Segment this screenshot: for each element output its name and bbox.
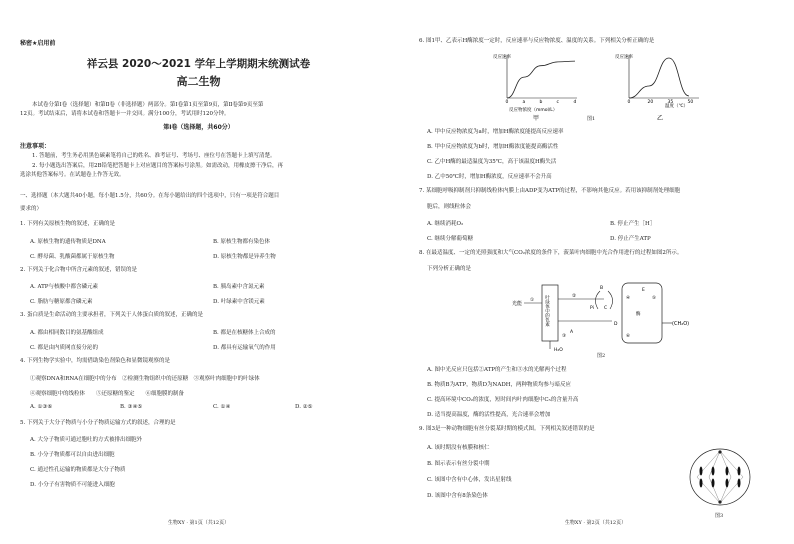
q1-option-b: B. 原核生物都有染色体	[213, 239, 271, 245]
q1-stem: 1. 下列有关原核生物的叙述，正确的是	[20, 221, 115, 227]
notice-line-1: 1. 答题前，考生务必用黑色碳素笔将自己的姓名、准考证号、考场号、座位号在答题卡上填写清楚。	[32, 153, 276, 159]
q8-stem-1: 8. 在最适温度、一定的光照强度和大气CO₂浓度的条件下，菠菜叶肉细胞中光合作用进行的过程如图2所示。	[419, 250, 683, 256]
part1-line-2: 要求的）	[20, 206, 43, 212]
axis-tick-label: 50	[687, 100, 694, 105]
fig2-cycle-left	[595, 291, 600, 309]
fig2-n1: ①	[530, 298, 535, 303]
q4-option-d: D. ②⑤	[295, 404, 313, 410]
q2-option-b: B. 胰岛素中含氮元素	[213, 284, 265, 290]
figure-2	[512, 277, 702, 357]
exam-subject: 高二生物	[176, 75, 221, 88]
fig2-n6: ⑥	[626, 334, 631, 339]
intro-line-1: 本试卷分第Ⅰ卷（选择题）和第Ⅱ卷（非选择题）两部分。第Ⅰ卷第1页至第9页，第Ⅱ卷第9页至第	[32, 102, 264, 108]
q5-option-c: C. 通过性孔运输的物质都是大分子物质	[30, 467, 126, 473]
q4-option-c: C. ①④	[213, 404, 231, 410]
fig2-c-label: C	[604, 306, 608, 311]
fig2-a: A	[570, 330, 574, 335]
yi-curve	[629, 58, 689, 98]
secret-mark: 秘密★启用前	[20, 40, 56, 47]
fig2-pigment: 叶绿体中的色素	[544, 295, 550, 327]
figure-3-caption: 图3	[715, 513, 724, 519]
q4-items-2: ④观察细胞中的线粒体 ⑤还原糖的鉴定 ⑥细胞膜的制备	[30, 391, 185, 397]
fig2-n4: ④	[626, 296, 631, 301]
jia-xlabel: 反应物浓度（mmol/L）	[509, 108, 558, 113]
q8-option-c: C. 提高环境中CO₂的浓度，短时间内叶肉细胞中C₅的含量升高	[427, 397, 579, 403]
q2-option-d: D. 叶绿素中含镁元素	[213, 299, 265, 305]
q7-stem-1: 7. 某细胞呼吸抑制剂只抑制线粒体内膜上由ADP变为ATP的过程，不影响其他反应。若用该抑制剂处理细胞	[419, 188, 681, 194]
fig3-centriole-bottom	[718, 500, 721, 503]
fig2-enzyme: 酶	[636, 312, 641, 317]
q9-option-b: B. 图示表示有丝分裂中期	[427, 461, 490, 467]
q7-option-c: C. 继续分解葡萄糖	[427, 236, 474, 242]
q3-option-c: C. 都是由内质网直接分泌的	[30, 345, 99, 351]
q8-option-b: B. 物质B为ATP，物质D为NADH，两种物质均参与暗反应	[427, 382, 572, 388]
yi-xlabel: 温度（℃）	[665, 104, 689, 109]
notice-title: 注意事项：	[20, 143, 51, 150]
q8-option-a: A. 图中光反应只包括②ATP的产生和③水的光解两个过程	[427, 367, 567, 373]
q5-option-d: D. 小分子有害物质不可能进入细胞	[30, 482, 115, 488]
figure-3	[687, 446, 753, 508]
fig2-n3: ③	[562, 334, 567, 339]
q1-option-a: A. 原核生物的遗传物质是DNA	[30, 239, 106, 245]
notice-line-3: 选涂其他答案标号。在试题卷上作答无效。	[20, 172, 125, 178]
q8-option-d: D. 适当提高温度，酶的活性提高，光合速率会增加	[427, 412, 551, 418]
fig3-centriole-top	[718, 450, 721, 453]
fig2-n5: ⑤	[652, 296, 657, 301]
q5-stem: 5. 下列关于大分子物质与小分子物质运输方式的叙述，合理的是	[20, 420, 176, 426]
q5-option-b: B. 小分子物质都可以自由进出细胞	[30, 452, 115, 458]
right-page	[397, 0, 794, 544]
fig2-b: B	[600, 286, 604, 291]
q1-option-d: D. 原核生物都是异养生物	[213, 254, 276, 260]
fig3-cell-membrane	[690, 449, 750, 505]
fig2-d: D	[614, 322, 618, 327]
q4-option-b: B. ③④⑤	[120, 404, 143, 410]
q6-stem: 6. 图1甲、乙表示H酶浓度一定时，反应速率与反应物浓度、温度的关系。下列相关分析正确的是	[419, 38, 655, 44]
intro-line-2: 12页。考试结束后，请将本试卷和答题卡一并交回。满分100分，考试用时120分钟。	[20, 111, 230, 117]
q3-option-d: D. 都具有运输氧气的作用	[213, 345, 276, 351]
q5-option-a: A. 大分子物质可通过胞吐的方式被排出细胞外	[30, 437, 142, 443]
fig2-cycle-right	[608, 291, 613, 309]
chart-jia	[493, 53, 577, 122]
chart-yi	[615, 53, 699, 122]
axis-tick-label: a	[522, 100, 526, 105]
q9-option-d: D. 该图中含有8条染色体	[427, 493, 488, 499]
q9-option-a: A. 该时期没有核膜和核仁	[427, 445, 490, 451]
figure-2-caption: 图2	[597, 353, 606, 359]
q6-option-b: B. 甲中反应物浓度为b时，增加H酶浓度能提高酶活性	[427, 144, 559, 150]
q9-option-c: C. 该图中含有中心体，发出星射线	[427, 477, 512, 483]
section-title: 第Ⅰ卷（选择题，共60分）	[163, 124, 234, 131]
q2-option-a: A. ATP与核酸中都含磷元素	[30, 284, 99, 290]
axis-tick-label: b	[539, 100, 543, 105]
axis-tick-label: 35	[667, 100, 674, 105]
q7-option-d: D. 停止产生ATP	[610, 236, 651, 242]
q2-option-c: C. 脂肪与糖原都含磷元素	[30, 299, 93, 305]
fig2-h2o: H₂O	[554, 348, 563, 353]
page-footer: 生物XY · 第1页（共12页）	[167, 520, 230, 526]
fig2-n2: ②	[572, 294, 577, 299]
q3-option-a: A. 都由相同数目的氨基酸组成	[30, 330, 104, 336]
fig3-chromosomes	[700, 467, 741, 488]
q4-option-a: A. ①③⑥	[30, 404, 53, 410]
axis-tick-label: d	[573, 100, 577, 105]
yi-name: 乙	[657, 115, 664, 122]
axis-tick-label: c	[556, 100, 559, 105]
q1-option-c: C. 酵母菌、乳酸菌都属于原核生物	[30, 254, 115, 260]
q3-stem: 3. 蛋白质是生命活动的主要承担者，下列关于人体蛋白质的叙述，正确的是	[20, 312, 203, 318]
jia-name: 甲	[533, 115, 540, 122]
exam-title: 祥云县 2020～2021 学年上学期期末统测试卷	[86, 58, 311, 70]
q7-stem-2: 胞后，则线粒体会	[427, 204, 472, 210]
q6-option-a: A. 甲中反应物浓度为a时，增加H酶浓度能提高反应速率	[427, 129, 564, 135]
jia-ylabel: 反应速率	[493, 55, 511, 60]
part1-line-1: 一、选择题（本大题共40小题，每小题1.5分，共60分。在每小题给出的四个选项中，只有一项是符合题目	[20, 193, 280, 199]
q6-option-d: D. 乙中50℃时，增加H酶浓度，反应速率不会升高	[427, 174, 552, 180]
q3-option-b: B. 都是在核糖体上合成的	[213, 330, 276, 336]
notice-line-2: 2. 每小题选出答案后，用2B铅笔把答题卡上对应题目的答案标号涂黑。如需改动，用橡皮擦干净后，再	[32, 163, 284, 169]
fig2-light: 光能	[512, 301, 523, 307]
q7-option-b: B. 停止产生［H］	[610, 221, 656, 227]
fig3-spindle	[697, 451, 743, 503]
q2-stem: 2. 下列关于化合物中所含元素的叙述，错误的是	[20, 267, 137, 273]
q8-stem-2: 下列分析正确的是	[427, 266, 472, 272]
axis-tick-label: 0	[505, 100, 509, 105]
q7-option-a: A. 继续消耗O₂	[427, 221, 464, 227]
figure-1	[487, 50, 717, 122]
axis-tick-label: 0	[627, 100, 631, 105]
q9-stem: 9. 图3是一种动物细胞有丝分裂某时期的模式图。下列相关叙述错误的是	[419, 426, 595, 432]
axis-tick-label: 20	[647, 100, 654, 105]
q6-option-c: C. 乙中H酶的最适温度为35℃，高于该温度H酶失活	[427, 159, 557, 165]
page-footer: 生物XY · 第2页（共12页）	[564, 520, 627, 526]
fig2-e: E	[642, 288, 645, 293]
jia-curve	[507, 61, 575, 98]
figure-1-caption: 图1	[587, 116, 596, 122]
fig2-pi: Pi	[590, 306, 594, 311]
yi-ylabel: 反应速率	[615, 55, 633, 60]
q4-stem: 4. 下列生物学实验中，均需借助染色剂染色和显微镜观察的是	[20, 358, 170, 364]
q4-items-1: ①观察DNA和RNA在细胞中的分布 ②检测生物组织中的还原糖 ③观察叶肉细胞中的叶绿体	[30, 376, 260, 382]
fig2-ch2o: (CH₂O)	[672, 321, 690, 327]
